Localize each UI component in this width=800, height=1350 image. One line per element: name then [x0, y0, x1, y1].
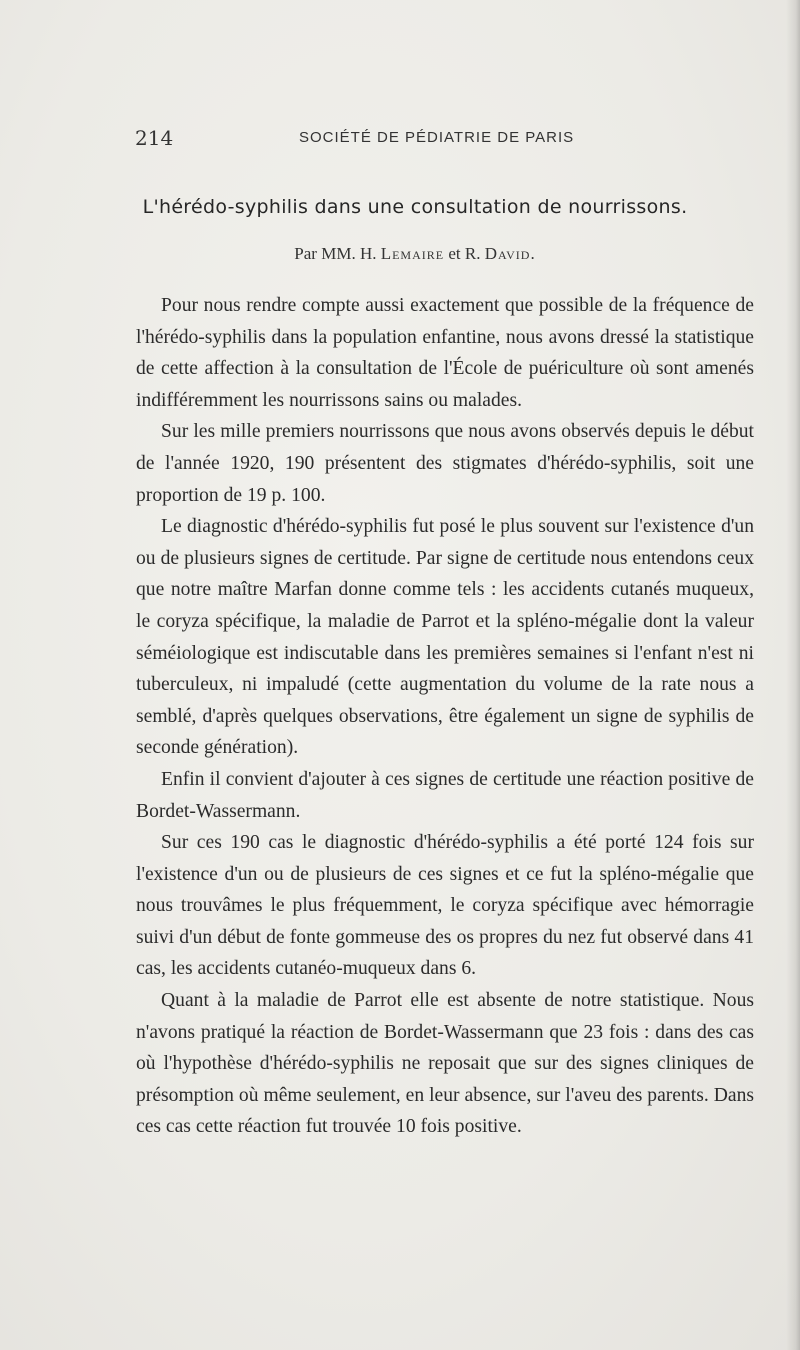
article-body: [136, 290, 754, 1143]
paragraph: Sur les mille premiers nourrissons que nous avons observés depuis le début de l'année 1920, 190 présentent des stigmates d'hérédo-syphilis, soit une proportion de 19 p. 100.: [136, 421, 754, 506]
paragraph: Enfin il convient d'ajouter à ces signes de certitude une réaction positive de Bordet-Wassermann.: [136, 768, 754, 822]
running-title: SOCIÉTÉ DE PÉDIATRIE DE PARIS: [299, 129, 575, 146]
author-lemaire: Lemaire: [380, 244, 445, 263]
article-authors: [0, 244, 800, 264]
article-title: L'hérédo-syphilis dans une consultation de nourrissons.: [142, 196, 688, 218]
authors-joiner: et R.: [448, 244, 481, 263]
author-david: David.: [484, 244, 536, 263]
authors-prefix: Par MM. H.: [294, 244, 377, 263]
paragraph: Pour nous rendre compte aussi exactement que possible de la fréquence de l'hérédo-syphilis dans la population enfantine, nous avons dressé la statistique de cette affection à la consultation de l'École de puériculture où sont amenés indifféremment les nourrissons sains ou malades.: [136, 295, 754, 411]
paragraph: Quant à la maladie de Parrot elle est absente de notre statistique. Nous n'avons pratiqué la réaction de Bordet-Wassermann que 23 fois : dans des cas où l'hypothèse d'hérédo-syphilis ne reposait que sur des signes cliniques de présomption où même seulement, en leur absence, sur l'aveu des parents. Dans ces cas cette réaction fut trouvée 10 fois positive.: [136, 990, 754, 1138]
paragraph: Le diagnostic d'hérédo-syphilis fut posé le plus souvent sur l'existence d'un ou de plusieurs signes de certitude. Par signe de certitude nous entendons ceux que notre maître Marfan donne comme tels : les accidents cutanés muqueux, le coryza spécifique, la maladie de Parrot et la spléno-mégalie dont la valeur séméiologique est indiscutable dans les premières semaines si l'enfant n'est ni tuberculeux, ni impaludé (cette augmentation du volume de la rate nous a semblé, d'après quelques observations, être également un signe de syphilis de seconde génération).: [136, 516, 754, 759]
running-header: [135, 126, 635, 150]
paragraph: Sur ces 190 cas le diagnostic d'hérédo-syphilis a été porté 124 fois sur l'existence d'un ou de plusieurs de ces signes et ce fut la spléno-mégalie que nous trouvâmes le plus fréquemment, le coryza spécifique avec hémorragie suivi d'un début de fonte gommeuse des os propres du nez fut observé dans 41 cas, les accidents cutanéo-muqueux dans 6.: [136, 832, 754, 980]
page-number: 214: [135, 126, 174, 150]
